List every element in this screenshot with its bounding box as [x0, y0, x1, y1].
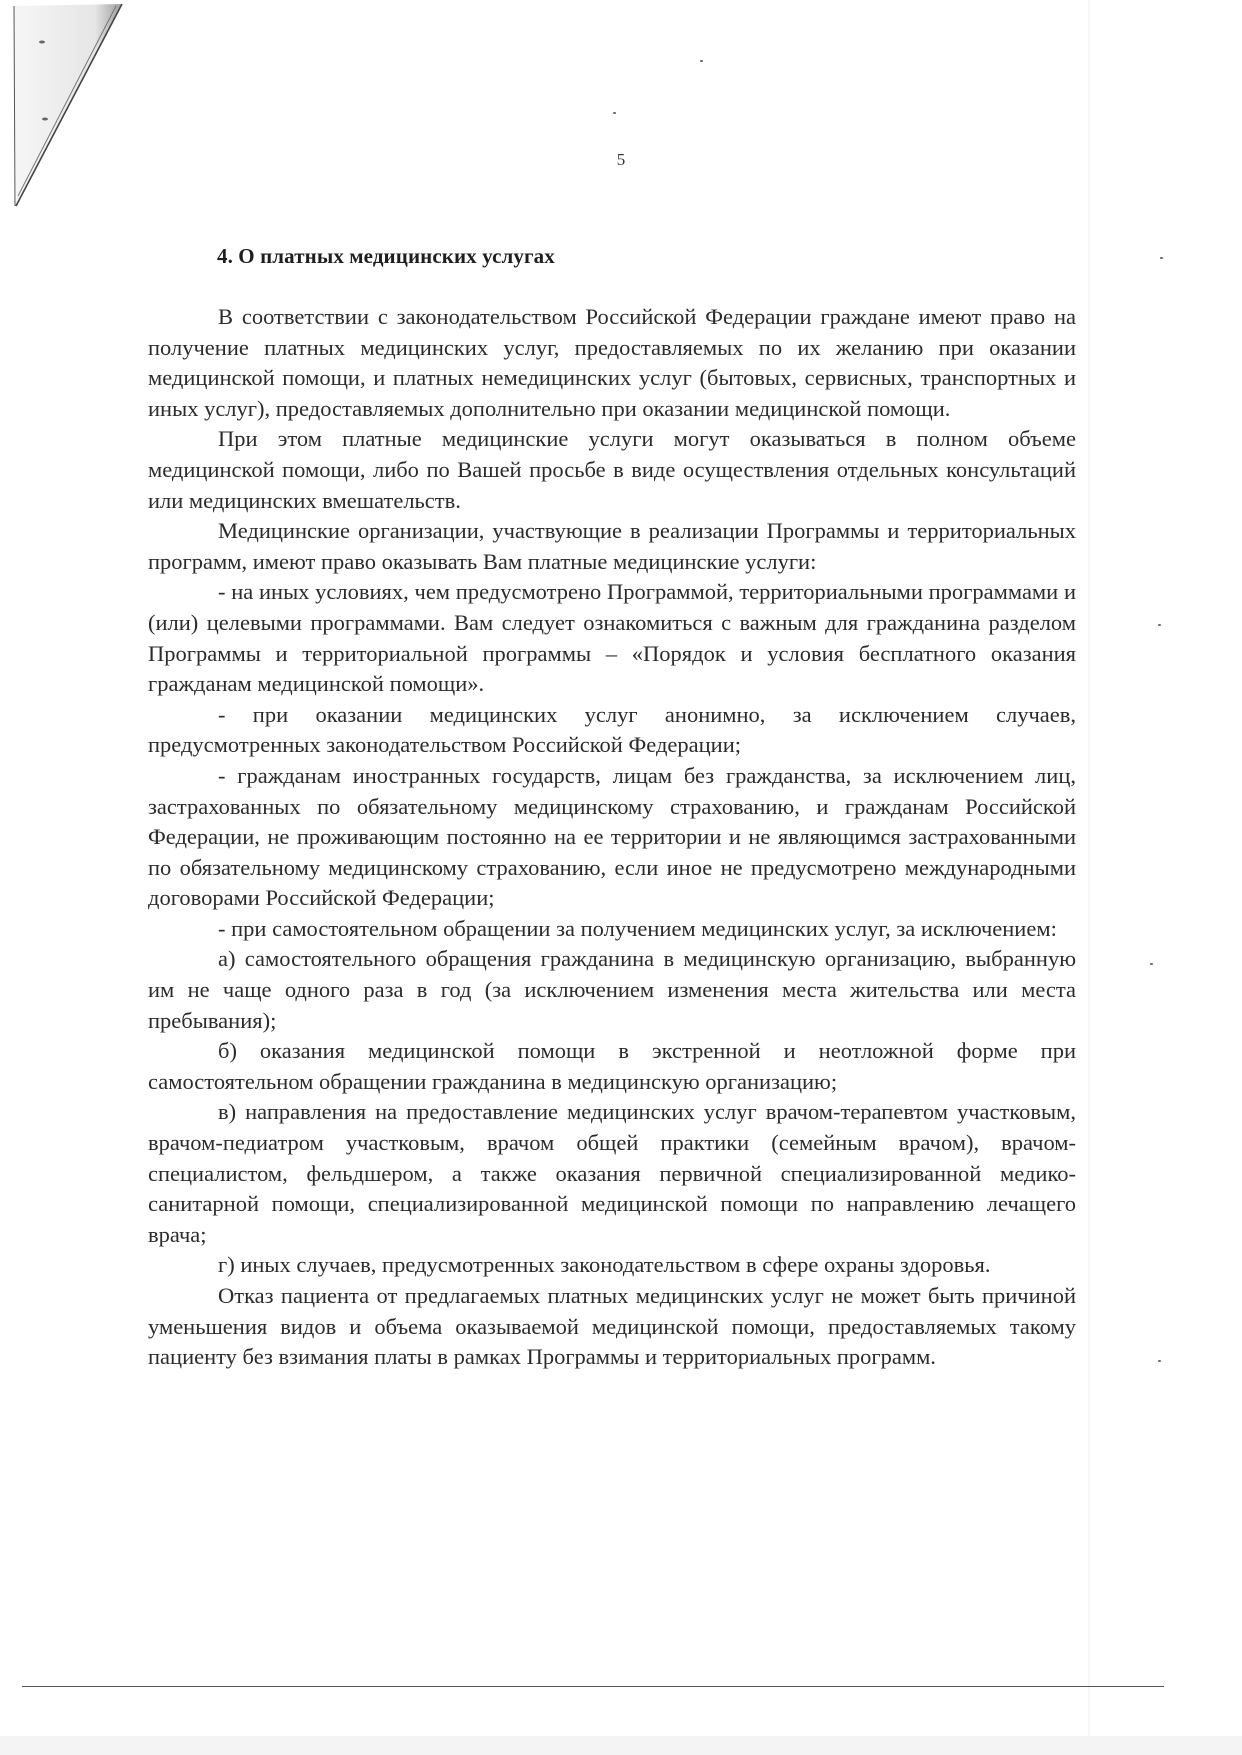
folded-corner-artifact — [0, 0, 140, 220]
sub-list-item: в) направления на предоставление медицинских услуг врачом-терапевтом участковым, врачом-педиатром участковым, врачом общей практики (семейным врачом), врачом-специалистом, фельдшером, а также оказания первичной специализированной медико-санитарной помощи, специализированной медицинской помощи по направлению лечащего врача; — [148, 1099, 1076, 1247]
sub-list-item: г) иных случаев, предусмотренных законодательством в сфере охраны здоровья. — [218, 1252, 991, 1278]
list-item: - при самостоятельном обращении за получением медицинских услуг, за исключением: — [218, 915, 1057, 941]
footer-rule — [22, 1686, 1164, 1687]
document-body — [148, 302, 1076, 1373]
scan-speck — [1158, 624, 1161, 626]
section-heading: 4. О платных медицинских услугах — [217, 244, 555, 268]
paragraph: Медицинские организации, участвующие в реализации Программы и территориальных программ, имеют право оказывать Вам платные медицинские услуги: — [148, 518, 1076, 574]
paragraph: В соответствии с законодательством Российской Федерации граждане имеют право на получение платных медицинских услуг, предоставляемых по их желанию при оказании медицинской помощи, и платных немедицинских услуг (бытовых, сервисных, транспортных и иных услуг), предоставляемых дополнительно при оказании медицинской помощи. — [148, 304, 1076, 421]
list-item: - гражданам иностранных государств, лицам без гражданства, за исключением лиц, застрахованных по обязательному медицинскому страхованию, и гражданам Российской Федерации, не проживающим постоянно на ее территории и не являющимся застрахованными по обязательному медицинскому страхованию, если иное не предусмотрено международными договорами Российской Федерации; — [148, 762, 1076, 911]
scan-speck — [700, 60, 703, 62]
paragraph: Отказ пациента от предлагаемых платных медицинских услуг не может быть причиной уменьшения видов и объема оказываемой медицинской помощи, предоставляемых такому пациенту без взимания платы в рамках Программы и территориальных программ. — [148, 1283, 1076, 1370]
sub-list-item: б) оказания медицинской помощи в экстренной и неотложной форме при самостоятельном обращении гражданина в медицинскую организацию; — [148, 1038, 1076, 1094]
scan-bottom-edge — [0, 1736, 1242, 1755]
list-item: - на иных условиях, чем предусмотрено Программой, территориальными программами и (или) целевыми программами. Вам следует ознакомиться с важным для гражданина разделом Программы и территориальной программы – «Порядок и условия бесплатного оказания гражданам медицинской помощи». — [148, 579, 1076, 697]
page-number: 5 — [616, 150, 626, 169]
scan-speck — [1160, 257, 1163, 259]
scan-speck — [1158, 1360, 1161, 1362]
list-item: - при оказании медицинских услуг анонимно, за исключением случаев, предусмотренных законодательством Российской Федерации; — [148, 701, 1076, 758]
scan-speck — [613, 112, 616, 114]
paragraph: При этом платные медицинские услуги могут оказываться в полном объеме медицинской помощи, либо по Вашей просьбе в виде осуществления отдельных консультаций или медицинских вмешательств. — [148, 426, 1076, 513]
page-edge-shadow — [1088, 0, 1090, 1736]
scan-speck — [1150, 963, 1153, 965]
sub-list-item: а) самостоятельного обращения гражданина в медицинскую организацию, выбранную им не чаще одного раза в год (за исключением изменения места жительства или места пребывания); — [148, 946, 1076, 1033]
